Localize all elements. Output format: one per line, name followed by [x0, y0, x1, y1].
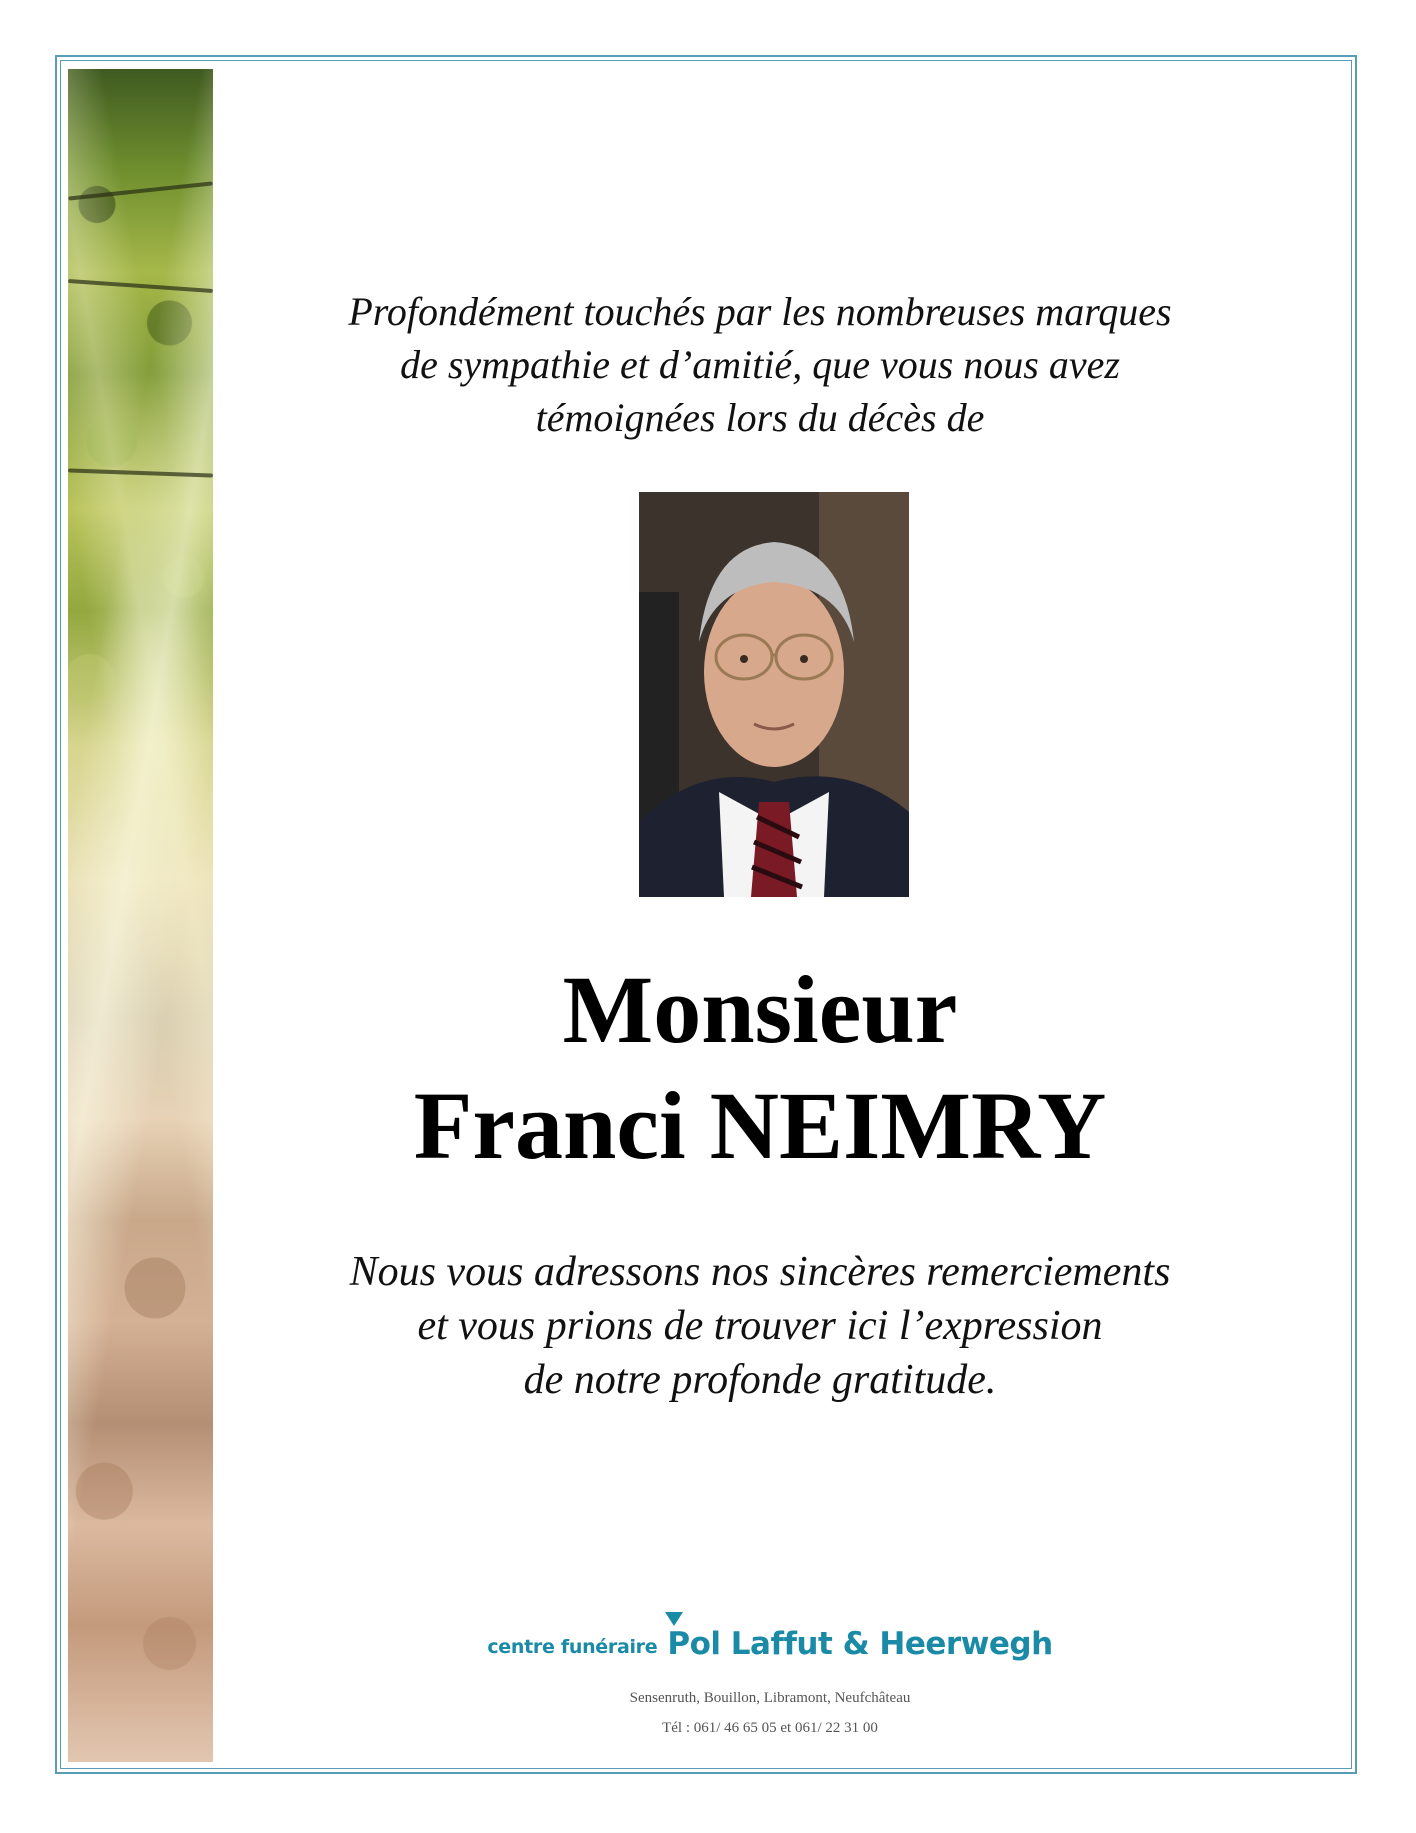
funeral-home-locations: Sensenruth, Bouillon, Libramont, Neufchâteau: [629, 1690, 911, 1706]
thanks-line-1: Nous vous adressons nos sincères remerciements: [349, 1249, 1171, 1295]
logo-name-wrapper: [667, 1626, 1052, 1662]
logo-prefix: centre funéraire: [487, 1636, 658, 1658]
logo-name: Pol Laffut & Heerwegh: [667, 1626, 1053, 1662]
deceased-name: Franci NEIMRY: [413, 1072, 1107, 1179]
thanks-line-3: de notre profonde gratitude.: [523, 1357, 997, 1403]
deceased-name-block: [240, 952, 1280, 1184]
intro-line-1: Profondément touchés par les nombreuses marques: [348, 289, 1172, 334]
portrait-photo: [639, 492, 909, 897]
funeral-home-phone: Tél : 061/ 46 65 05 et 061/ 22 31 00: [662, 1720, 878, 1736]
funeral-home-logo: [420, 1626, 1120, 1662]
portrait-illustration: [639, 492, 909, 897]
sun-rays: [68, 69, 213, 1762]
intro-line-2: de sympathie et d’amitié, que vous nous avez: [400, 342, 1120, 387]
thanks-text: [260, 1245, 1260, 1407]
intro-text: [260, 285, 1260, 444]
triangle-marker-icon: [665, 1612, 683, 1626]
thanks-line-2: et vous prions de trouver ici l’expression: [417, 1303, 1103, 1349]
forest-path-banner-image: [68, 69, 213, 1762]
deceased-title: Monsieur: [562, 956, 958, 1063]
intro-line-3: témoignées lors du décès de: [535, 395, 985, 440]
